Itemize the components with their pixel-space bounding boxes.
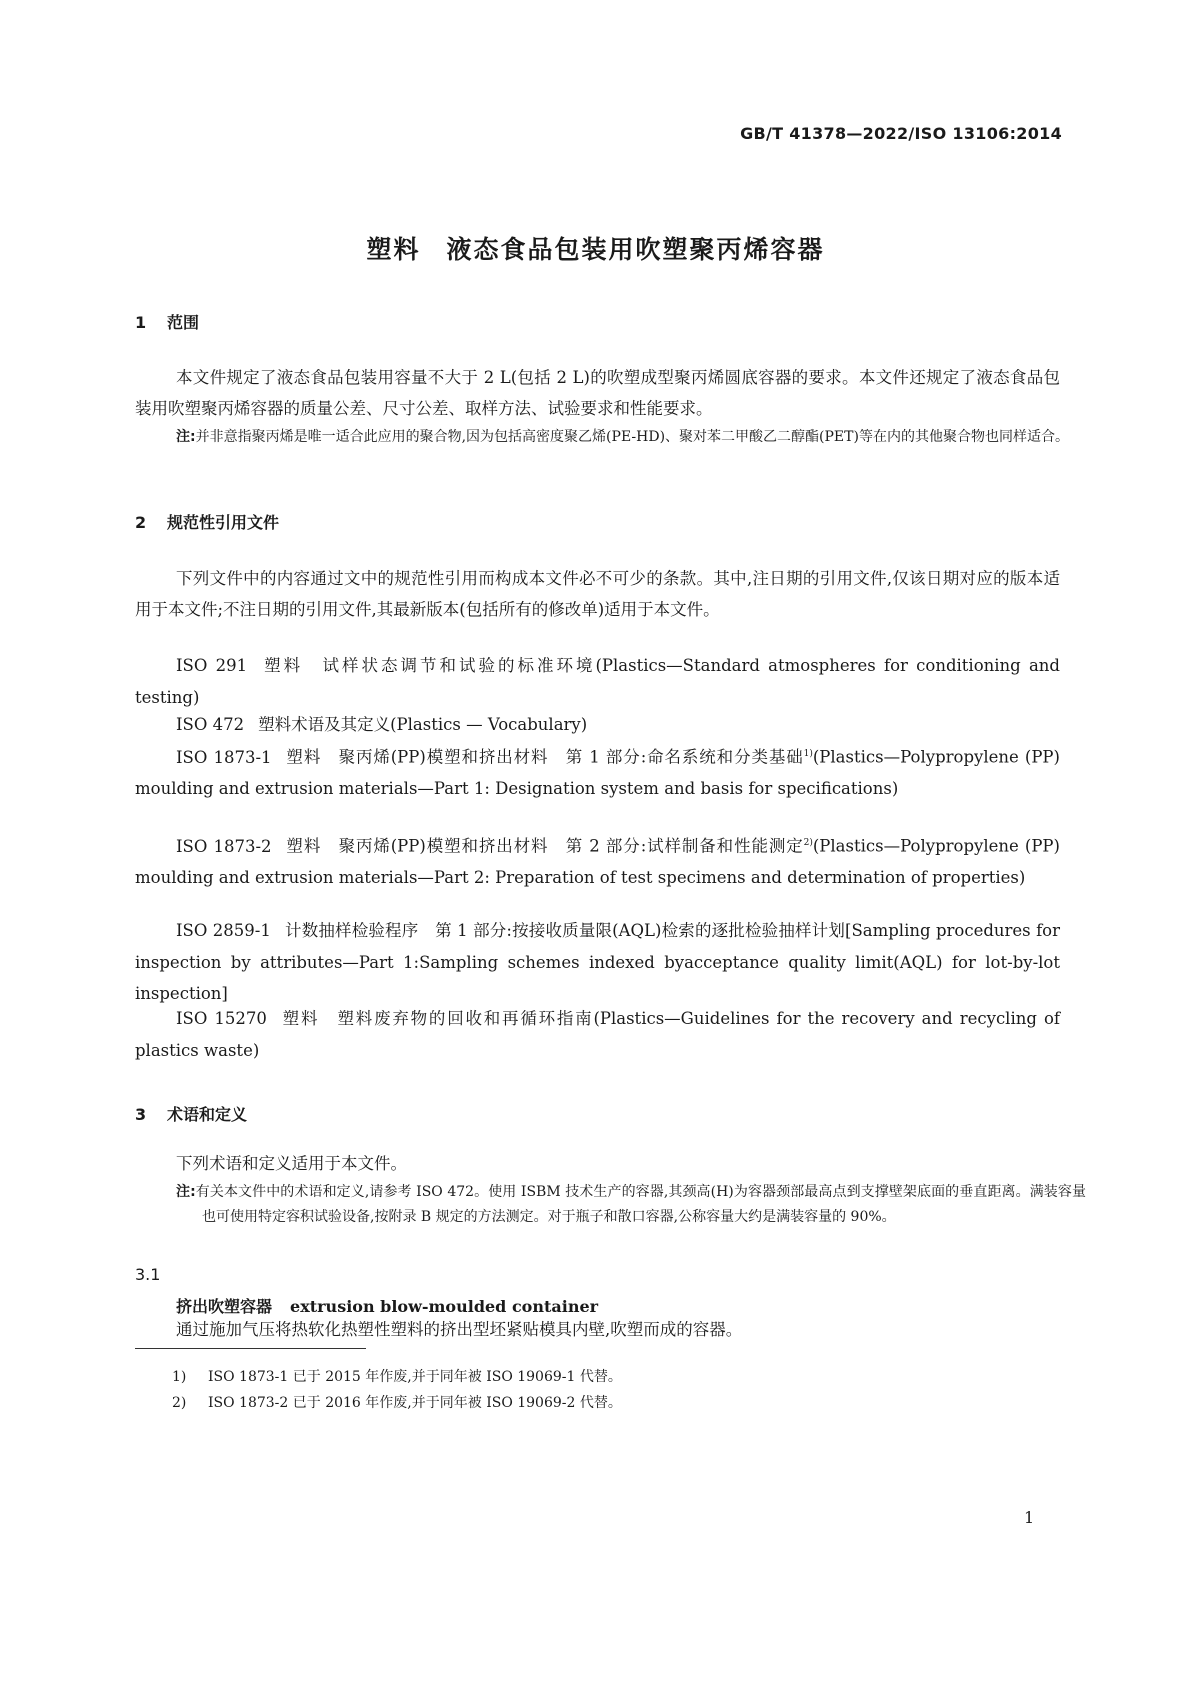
reference-code: ISO 15270 — [176, 1009, 267, 1028]
reference-code: ISO 472 — [176, 715, 245, 734]
reference-title-en: (Plastics—Polypropylene (PP) moulding and extrusion materials—Part 1: Designation system and basis for specifications) — [135, 747, 1060, 798]
note-label: 注: — [176, 1184, 196, 1200]
reference-code: ISO 291 — [176, 656, 248, 675]
section-title: 范围 — [167, 313, 200, 332]
note-text: 有关本文件中的术语和定义,请参考 ISO 472。使用 ISBM 技术生产的容器,其颈高(H)为容器颈部最高点到支撑壁架底面的垂直距离。满装容量也可使用特定容积试验设备,按附录 B 规定的方法测定。对于瓶子和散口容器,公称容量大约是满装容量的 90%。 — [195, 1184, 1086, 1225]
terms-intro: 下列术语和定义适用于本文件。 — [176, 1154, 407, 1173]
title-part-1: 塑料 — [366, 235, 421, 264]
section-2-heading — [135, 510, 279, 533]
footnote-text: ISO 1873-2 已于 2016 年作废,并于同年被 ISO 19069-2 代替。 — [208, 1395, 622, 1411]
section-title: 术语和定义 — [167, 1105, 248, 1124]
clause-number: 3.1 — [135, 1265, 161, 1284]
reference-entry — [135, 1003, 1060, 1066]
reference-code: ISO 1873-1 — [176, 747, 272, 767]
reference-title: 塑料 塑料废弃物的回收和再循环指南(Plastics—Guidelines for the recovery and recycling of plastics waste) — [135, 1009, 1060, 1060]
normative-references-intro: 下列文件中的内容通过文中的规范性引用而构成本文件必不可少的条款。其中,注日期的引用文件,仅该日期对应的版本适用于本文件;不注日期的引用文件,其最新版本(包括所有的修改单)适用于本文件。 — [135, 569, 1060, 619]
reference-entry — [135, 739, 1060, 805]
page-number: 1 — [1024, 1508, 1035, 1527]
document-title — [0, 230, 1191, 266]
footnote-mark: 1) — [172, 1369, 187, 1385]
section-number: 2 — [135, 513, 147, 532]
reference-title: 计数抽样检验程序 第 1 部分:按接收质量限(AQL)检索的逐批检验抽样计划[Sampling procedures for inspection by attributes—Part 1:Sampling schemes indexed byacceptance quality limit(AQL) for lot-by-lot inspection] — [135, 921, 1060, 1003]
reference-entry — [135, 915, 1060, 1010]
reference-entry — [135, 828, 1060, 894]
scope-note — [176, 425, 1086, 450]
section-1-heading — [135, 310, 199, 333]
reference-title: 塑料术语及其定义(Plastics — Vocabulary) — [258, 715, 588, 734]
footnote-2 — [172, 1392, 622, 1414]
scope-paragraph: 本文件规定了液态食品包装用容量不大于 2 L(包括 2 L)的吹塑成型聚丙烯圆底容器的要求。本文件还规定了液态食品包装用吹塑聚丙烯容器的质量公差、尺寸公差、取样方法、试验要求和性能要求。 — [135, 368, 1060, 418]
reference-entry — [135, 650, 1060, 713]
footnote-text: ISO 1873-1 已于 2015 年作废,并于同年被 ISO 19069-1 代替。 — [208, 1369, 622, 1385]
term-english: extrusion blow-moulded container — [290, 1297, 599, 1316]
reference-title: 塑料 试样状态调节和试验的标准环境(Plastics—Standard atmospheres for conditioning and testing) — [135, 656, 1060, 707]
footnote-ref-1[interactable]: 1) — [803, 749, 813, 759]
section-title: 规范性引用文件 — [167, 513, 280, 532]
reference-entry — [135, 709, 1060, 741]
footnote-mark: 2) — [172, 1395, 187, 1411]
footnote-divider — [135, 1348, 366, 1349]
terms-note — [176, 1180, 1086, 1230]
footnote-1 — [172, 1366, 622, 1388]
term-chinese: 挤出吹塑容器 — [176, 1297, 273, 1316]
note-label: 注: — [176, 429, 196, 445]
term-definition: 通过施加气压将热软化热塑性塑料的挤出型坯紧贴模具内壁,吹塑而成的容器。 — [176, 1320, 743, 1339]
standard-code: GB/T 41378—2022/ISO 13106:2014 — [740, 124, 1062, 143]
reference-code: ISO 1873-2 — [176, 836, 272, 856]
title-part-2: 液态食品包装用吹塑聚丙烯容器 — [446, 235, 825, 264]
reference-title: 塑料 聚丙烯(PP)模塑和挤出材料 第 1 部分:命名系统和分类基础 — [285, 747, 804, 767]
reference-title-en: (Plastics—Polypropylene (PP) moulding and extrusion materials—Part 2: Preparation of test specimens and determination of properties) — [135, 836, 1060, 887]
note-text: 并非意指聚丙烯是唯一适合此应用的聚合物,因为包括高密度聚乙烯(PE-HD)、聚对苯二甲酸乙二醇酯(PET)等在内的其他聚合物也同样适合。 — [195, 429, 1069, 445]
footnote-ref-2[interactable]: 2) — [803, 838, 813, 848]
section-3-heading — [135, 1102, 247, 1125]
section-number: 3 — [135, 1105, 147, 1124]
section-number: 1 — [135, 313, 147, 332]
reference-code: ISO 2859-1 — [176, 921, 271, 940]
term-entry — [176, 1294, 598, 1317]
reference-title: 塑料 聚丙烯(PP)模塑和挤出材料 第 2 部分:试样制备和性能测定 — [285, 836, 804, 856]
